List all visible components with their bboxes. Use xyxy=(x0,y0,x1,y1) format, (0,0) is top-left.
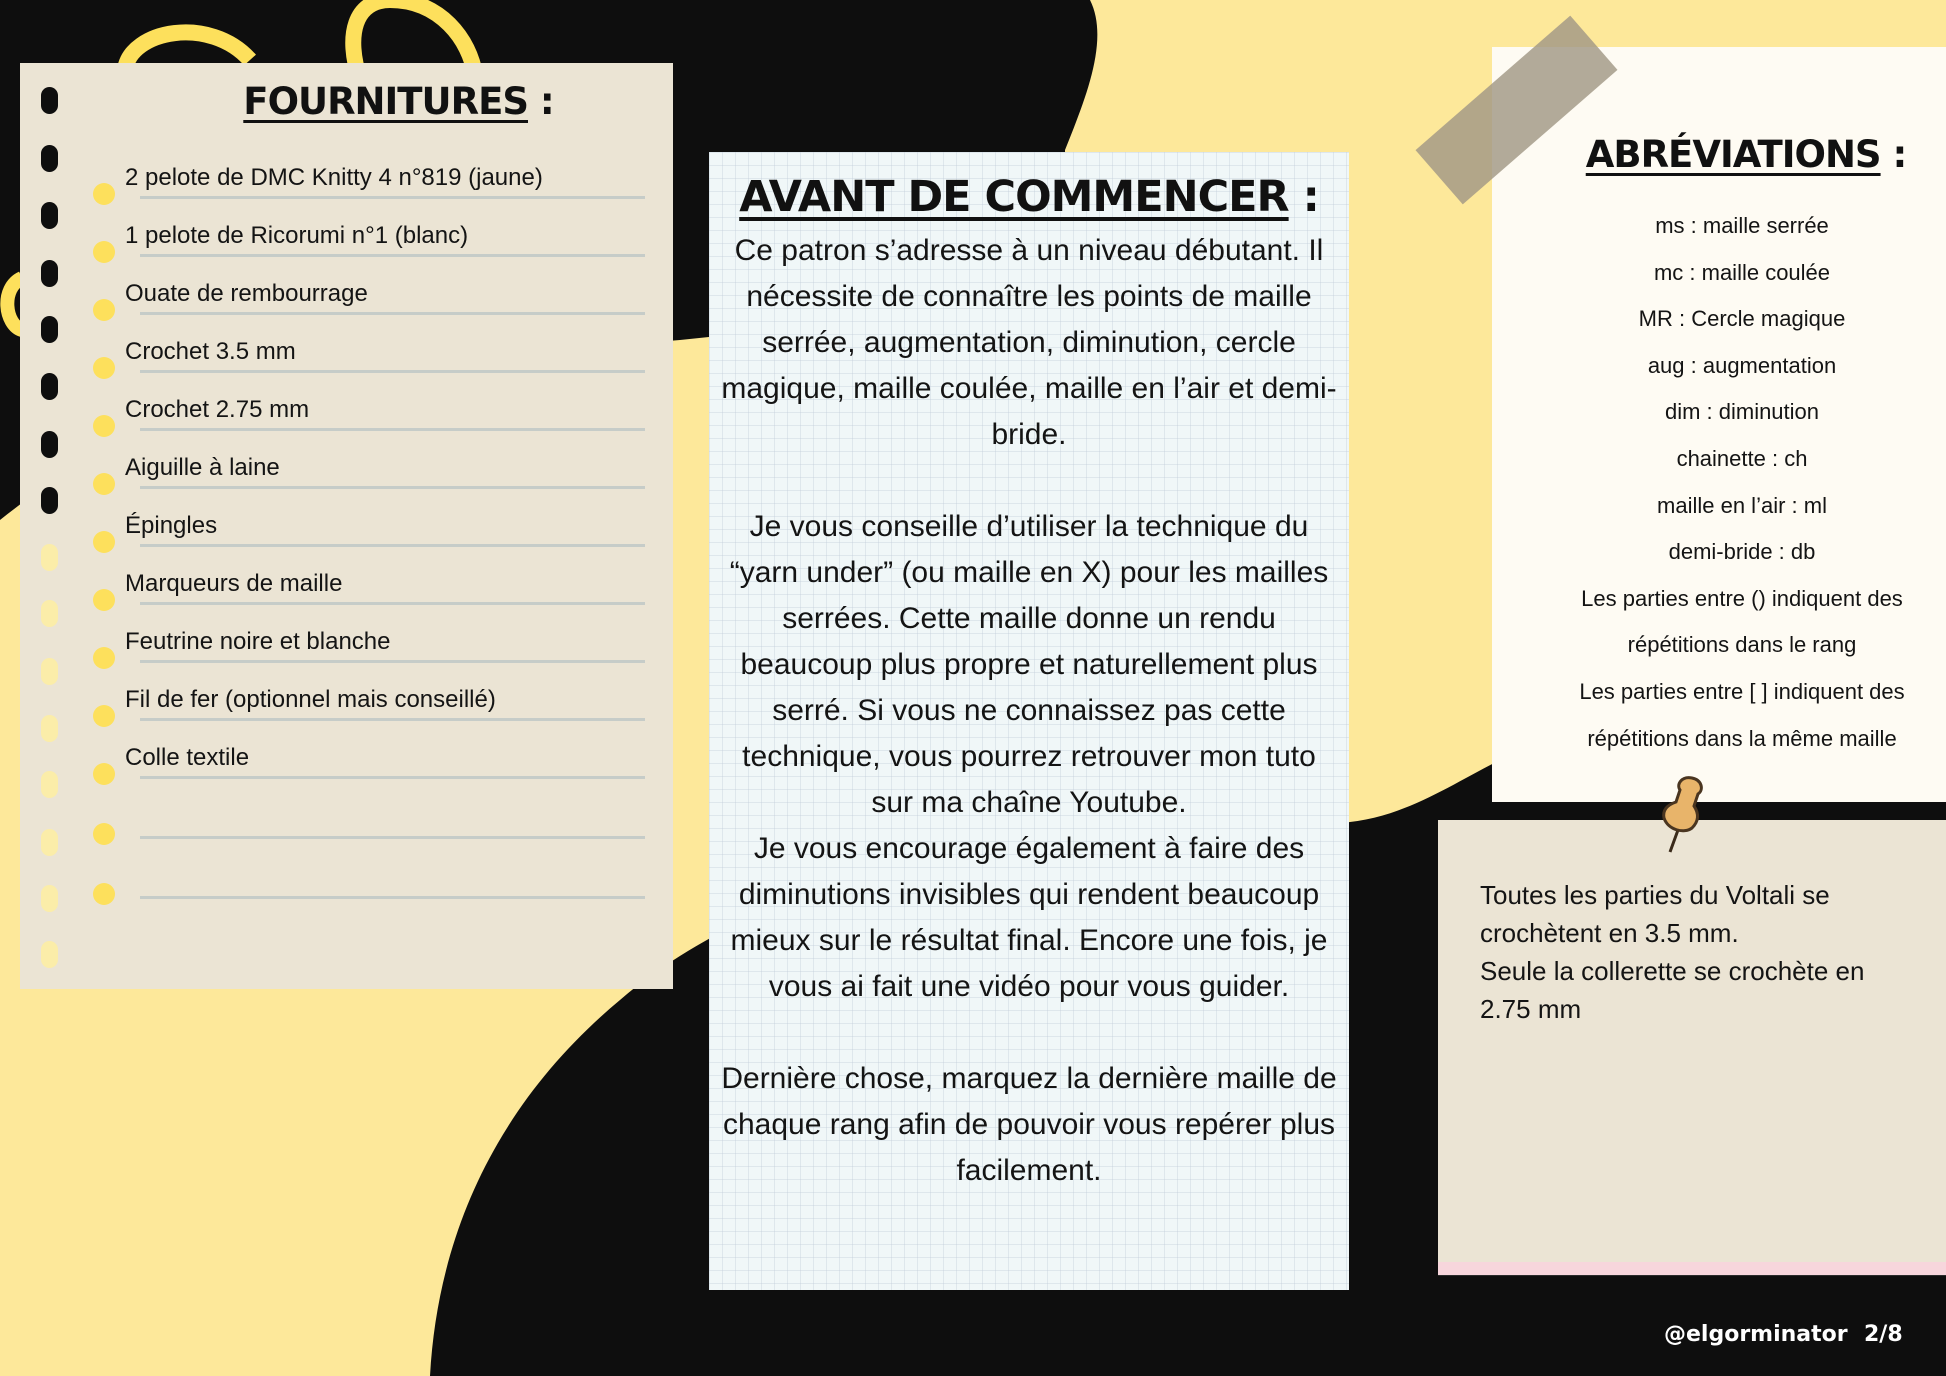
abbreviation-item: demi-bride : db xyxy=(1668,539,1816,565)
abbreviation-item: MR : Cercle magique xyxy=(1638,306,1846,332)
bullet-dot-icon xyxy=(93,241,115,263)
ruled-line xyxy=(140,776,645,779)
supply-item-label: Fil de fer (optionnel mais conseillé) xyxy=(125,686,496,713)
supply-item-label: 1 pelote de Ricorumi n°1 (blanc) xyxy=(125,222,469,249)
supply-item xyxy=(20,213,673,271)
abbreviation-item: Les parties entre () indiquent des xyxy=(1581,585,1903,611)
before-you-start-title-text: AVANT DE COMMENCER xyxy=(739,172,1289,222)
supply-item-label: Crochet 2.75 mm xyxy=(125,396,310,423)
supply-item-label: 2 pelote de DMC Knitty 4 n°819 (jaune) xyxy=(125,164,543,191)
pushpin-icon xyxy=(1650,772,1720,854)
before-you-start-body xyxy=(721,228,1337,1194)
ruled-line xyxy=(140,896,645,899)
author-handle: @elgorminator xyxy=(1664,1322,1848,1347)
abbreviation-item: chainette : ch xyxy=(1676,445,1808,471)
abbreviations-card xyxy=(1492,47,1946,802)
supply-item-label: Épingles xyxy=(125,512,218,539)
abbreviations-title xyxy=(1492,133,1946,176)
supply-item-label: Colle textile xyxy=(125,744,250,771)
supplies-title-colon: : xyxy=(528,80,554,123)
supply-item-label: Aiguille à laine xyxy=(125,454,280,481)
pin-needle xyxy=(1670,830,1678,852)
supply-item xyxy=(20,329,673,387)
supply-item-label: Ouate de rembourrage xyxy=(125,280,368,307)
bullet-dot-icon xyxy=(93,415,115,437)
bullet-dot-icon xyxy=(93,823,115,845)
note-text xyxy=(1480,876,1920,1028)
abbreviations-title-colon: : xyxy=(1880,133,1907,176)
ruled-line xyxy=(140,254,645,257)
bullet-dot-icon xyxy=(93,473,115,495)
before-you-start-title xyxy=(709,172,1349,222)
abbreviation-item: dim : diminution xyxy=(1664,399,1820,425)
ruled-line xyxy=(140,660,645,663)
bullet-dot-icon xyxy=(93,763,115,785)
page-number: 2/8 xyxy=(1864,1322,1903,1347)
ruled-line xyxy=(140,312,645,315)
abbreviations-title-text: ABRÉVIATIONS xyxy=(1585,133,1881,176)
abbreviation-item: répétitions dans le rang xyxy=(1627,632,1857,658)
supply-item xyxy=(20,795,673,853)
supply-item xyxy=(20,271,673,329)
ruled-line xyxy=(140,370,645,373)
bullet-dot-icon xyxy=(93,647,115,669)
paragraph-spacer xyxy=(721,458,1337,504)
supply-item xyxy=(20,561,673,619)
supply-item-label: Feutrine noire et blanche xyxy=(125,628,391,655)
supply-item-label: Marqueurs de maille xyxy=(125,570,343,597)
abbreviation-item: ms : maille serrée xyxy=(1655,213,1829,238)
supply-item xyxy=(20,735,673,793)
paragraph: Dernière chose, marquez la dernière maille de chaque rang afin de pouvoir vous repérer plus facilement. xyxy=(721,1062,1337,1187)
paragraph: Ce patron s’adresse à un niveau débutant. Il nécessite de connaître les points de maille serrée, augmentation, diminution, cercle magique, maille coulée, maille en l’air et demi-bride. xyxy=(721,234,1337,451)
ruled-line xyxy=(140,544,645,547)
bullet-dot-icon xyxy=(93,299,115,321)
abbreviations-list xyxy=(1492,203,1946,762)
paragraph-spacer xyxy=(721,1010,1337,1056)
note-card xyxy=(1438,820,1946,1275)
supplies-list xyxy=(20,63,673,989)
abbreviation-item: maille en l’air : ml xyxy=(1657,492,1827,518)
supplies-title-text: FOURNITURES xyxy=(243,80,528,123)
ruled-line xyxy=(140,836,645,839)
ruled-line xyxy=(140,486,645,489)
ruled-line xyxy=(140,196,645,199)
before-you-start-title-colon: : xyxy=(1288,172,1319,222)
bullet-dot-icon xyxy=(93,183,115,205)
supply-item xyxy=(20,387,673,445)
bullet-dot-icon xyxy=(93,531,115,553)
bullet-dot-icon xyxy=(93,705,115,727)
supply-item xyxy=(20,855,673,913)
pin-head xyxy=(1664,778,1702,831)
ruled-line xyxy=(140,718,645,721)
abbreviation-item: Les parties entre [ ] indiquent des xyxy=(1579,678,1905,704)
abbreviation-item: répétitions dans la même maille xyxy=(1587,725,1897,751)
supply-item xyxy=(20,445,673,503)
before-you-start-card xyxy=(709,152,1349,1290)
abbreviation-item: aug : augmentation xyxy=(1647,352,1837,378)
bullet-dot-icon xyxy=(93,357,115,379)
supply-item xyxy=(20,619,673,677)
supply-item xyxy=(20,155,673,213)
note-line: Seule la collerette se crochète en 2.75 mm xyxy=(1480,956,1865,1024)
ruled-line xyxy=(140,602,645,605)
abbreviation-item: mc : maille coulée xyxy=(1653,259,1831,285)
supply-item xyxy=(20,677,673,735)
note-line: Toutes les parties du Voltali se crochètent en 3.5 mm. xyxy=(1480,880,1830,948)
supply-item-label: Crochet 3.5 mm xyxy=(125,338,296,365)
supplies-card xyxy=(20,63,673,989)
ruled-line xyxy=(140,428,645,431)
paragraph: Je vous conseille d’utiliser la technique du “yarn under” (ou maille en X) pour les mailles serrées. Cette maille donne un rendu beaucoup plus propre et naturellement plus serré. Si vous ne connaissez pas cette technique, vous pourrez retrouver mon tuto sur ma chaîne Youtube. xyxy=(729,510,1329,819)
supply-item xyxy=(20,503,673,561)
bullet-dot-icon xyxy=(93,589,115,611)
paragraph: Je vous encourage également à faire des diminutions invisibles qui rendent beaucoup mieux sur le résultat final. Encore une fois, je vous ai fait une vidéo pour vous guider. xyxy=(730,832,1328,1003)
bullet-dot-icon xyxy=(93,883,115,905)
